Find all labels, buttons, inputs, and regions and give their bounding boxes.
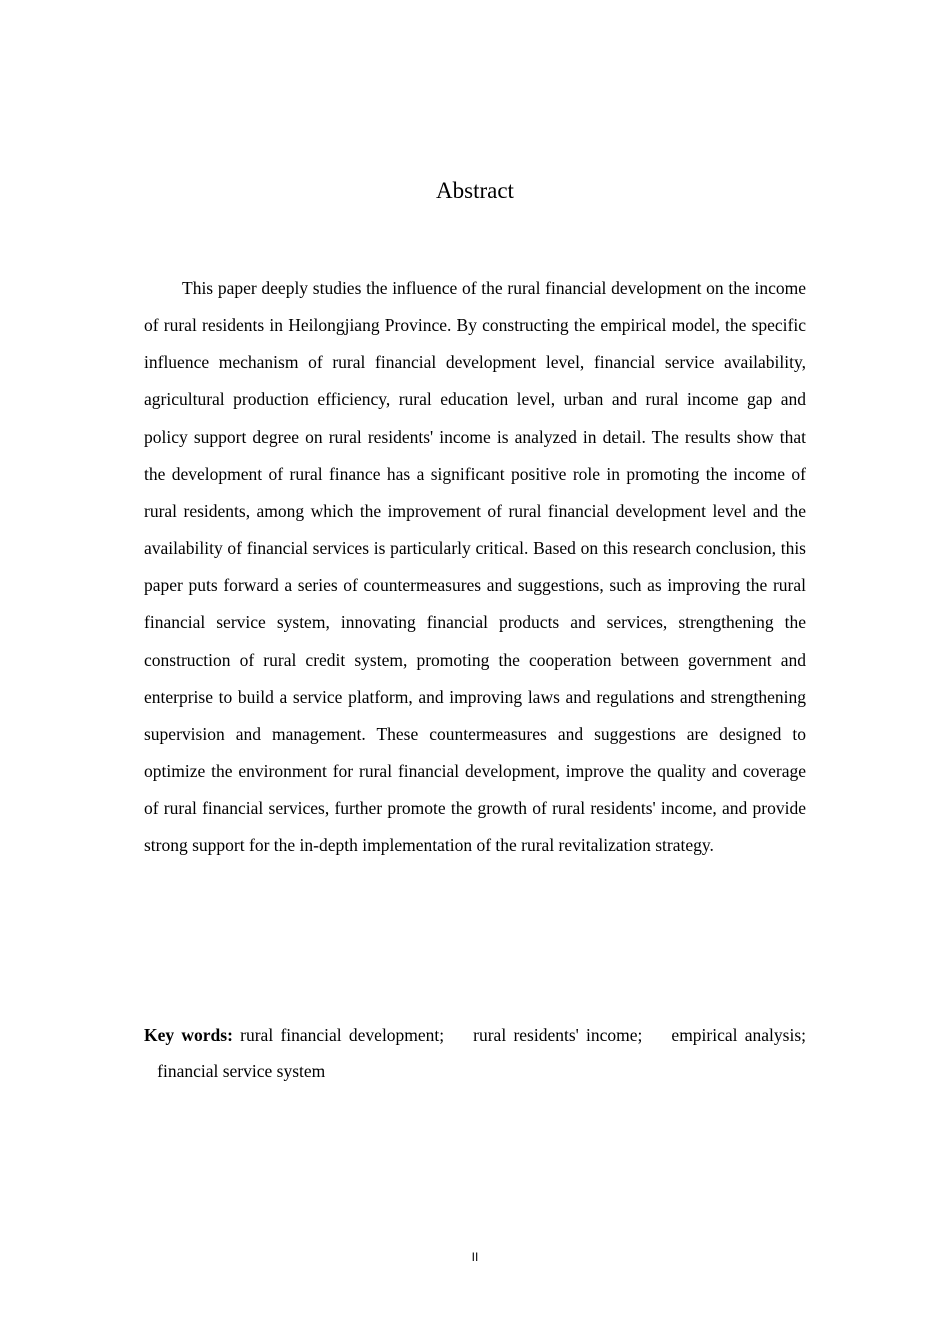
keyword-item: financial service system — [157, 1061, 326, 1081]
keyword-item: empirical analysis; — [671, 1025, 806, 1045]
page-number: II — [471, 1250, 479, 1264]
abstract-title: Abstract — [436, 178, 514, 203]
abstract-body: This paper deeply studies the influence of the rural financial development on the income of rural residents in Heilongjiang Province. By constructing the empirical model, the specific influence mechanism of rural financial development level, financial service availability, agricultural production efficiency, rural education level, urban and rural income gap and policy support degree on rural residents' income is analyzed in detail. The results show that the development of rural finance has a significant positive role in promoting the income of rural residents, among which the improvement of rural financial development level and the availability of financial services is particularly critical. Based on this research conclusion, this paper puts forward a series of countermeasures and suggestions, such as improving the rural financial service system, innovating financial products and services, strengthening the construction of rural credit system, promoting the cooperation between government and enterprise to build a service platform, and improving laws and regulations and strengthening supervision and management. These countermeasures and suggestions are designed to optimize the environment for rural financial development, improve the quality and coverage of rural financial services, further promote the growth of rural residents' income, and provide strong support for the in-depth implementation of the rural revitalization strategy. — [144, 278, 806, 856]
keyword-item: rural residents' income; — [473, 1025, 643, 1045]
keywords-label: Key words: — [144, 1025, 233, 1045]
keywords-line — [144, 1017, 806, 1089]
keyword-item: rural financial development; — [240, 1025, 445, 1045]
